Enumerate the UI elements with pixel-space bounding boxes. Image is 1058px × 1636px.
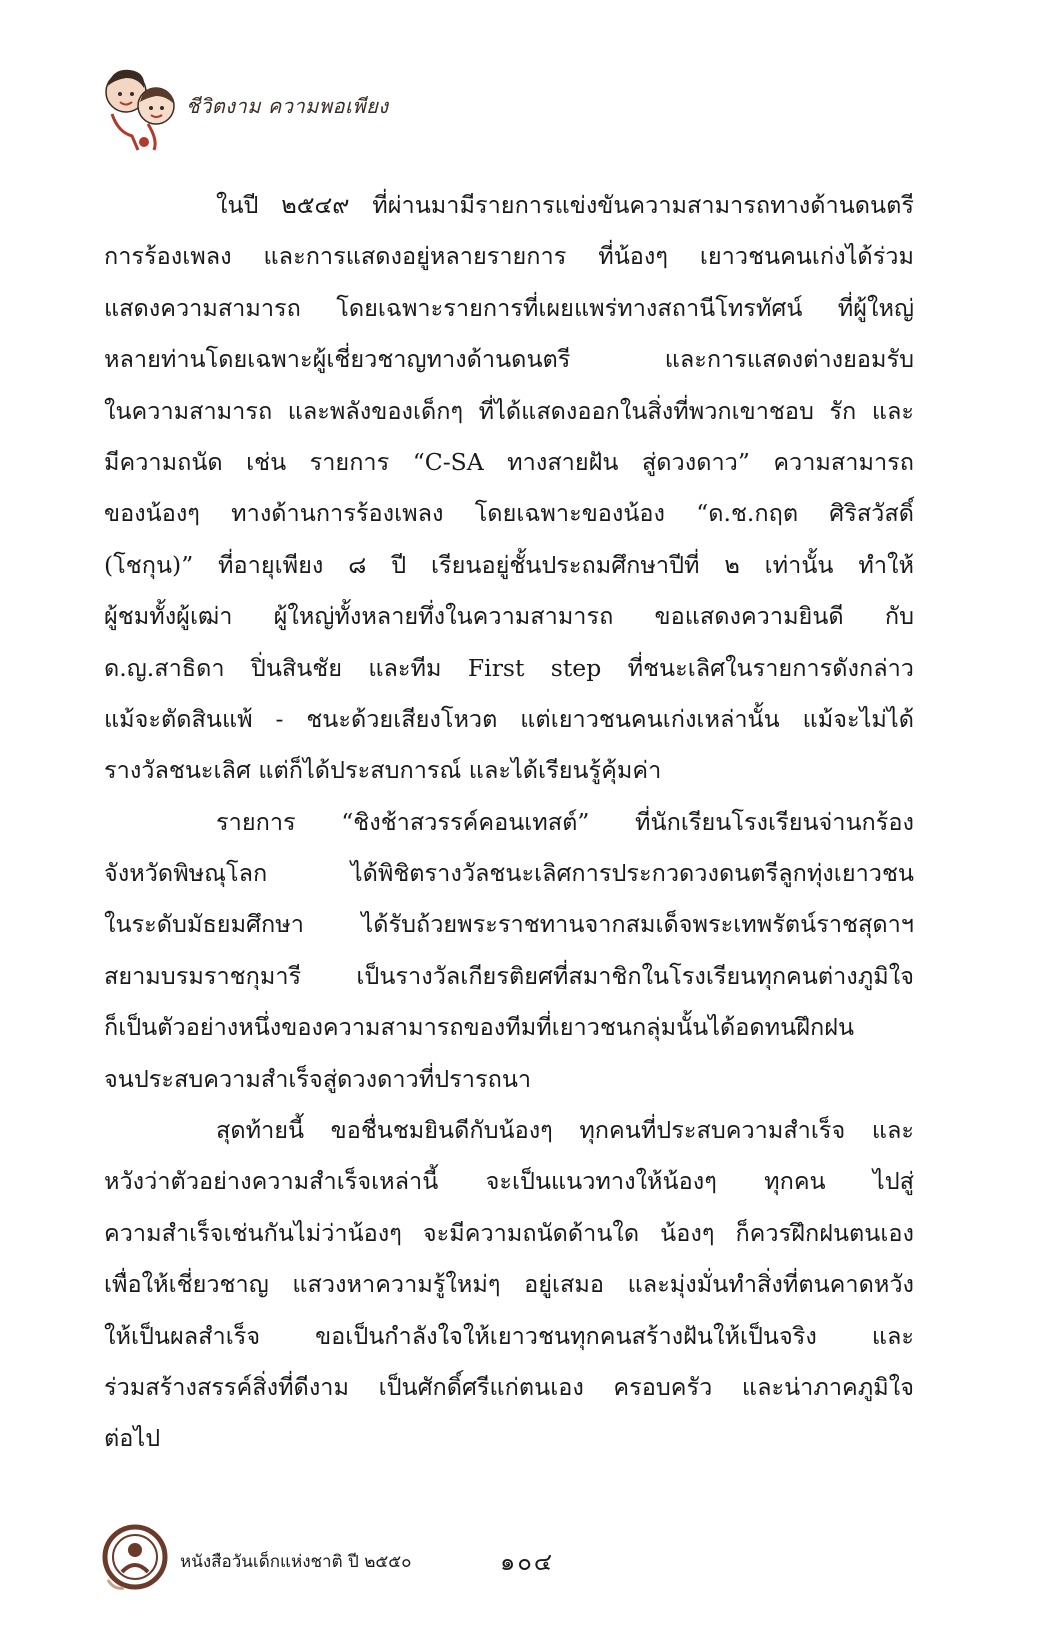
- text-line: ความสำเร็จเช่นกันไม่ว่าน้องๆ จะมีความถนัดด้านใด น้องๆ ก็ควรฝึกฝนตนเอง: [104, 1218, 914, 1247]
- text-line: ต่อไป: [104, 1424, 161, 1453]
- text-line: ของน้องๆ ทางด้านการร้องเพลง โดยเฉพาะของน้อง “ด.ช.กฤต ศิริสวัสดิ์: [104, 499, 914, 528]
- page-number: ๑๐๔: [500, 1548, 555, 1576]
- text-line: รายการ “ชิงช้าสวรรค์คอนเทสต์” ที่นักเรียนโรงเรียนจ่านกร้อง: [216, 807, 914, 836]
- text-line: ก็เป็นตัวอย่างหนึ่งของความสามารถของทีมที่เยาวชนกลุ่มนั้นได้อดทนฝึกฝน: [104, 1013, 855, 1042]
- body-text: [104, 180, 914, 1465]
- text-line: ด.ญ.สาธิดา ปิ่นสินชัย และทีม First step ที่ชนะเลิศในรายการดังกล่าว: [104, 653, 914, 682]
- text-line: (โชกุน)” ที่อายุเพียง ๘ ปี เรียนอยู่ชั้นประถมศึกษาปีที่ ๒ เท่านั้น ทำให้: [104, 550, 914, 579]
- text-line: ในระดับมัธยมศึกษา ได้รับถ้วยพระราชทานจากสมเด็จพระเทพรัตน์ราชสุดาฯ: [104, 910, 914, 939]
- text-line: ในปี ๒๕๔๙ ที่ผ่านมามีรายการแข่งขันความสามารถทางด้านดนตรี: [216, 191, 914, 219]
- footer-book-title: หนังสือวันเด็กแห่งชาติ ปี ๒๕๕๐: [180, 1552, 412, 1572]
- paragraph-2: [104, 797, 914, 1105]
- running-header-title: ชีวิตงาม ความพอเพียง: [186, 94, 389, 118]
- text-line: รางวัลชนะเลิศ แต่ก็ได้ประสบการณ์ และได้เรียนรู้คุ้มค่า: [104, 756, 662, 785]
- running-header: [98, 62, 458, 154]
- text-line: หลายท่านโดยเฉพาะผู้เชี่ยวชาญทางด้านดนตรี และการแสดงต่างยอมรับ: [104, 345, 914, 374]
- text-line: ร่วมสร้างสรรค์สิ่งที่ดีงาม เป็นศักดิ์ศรีแก่ตนเอง ครอบครัว และน่าภาคภูมิใจ: [104, 1372, 914, 1401]
- children-illustration-icon: [98, 62, 184, 154]
- text-line: ให้เป็นผลสำเร็จ ขอเป็นกำลังใจให้เยาวชนทุกคนสร้างฝันให้เป็นจริง และ: [104, 1321, 914, 1350]
- text-line: แม้จะตัดสินแพ้ - ชนะด้วยเสียงโหวต แต่เยาวชนคนเก่งเหล่านั้น แม้จะไม่ได้: [104, 704, 914, 733]
- text-line: จนประสบความสำเร็จสู่ดวงดาวที่ปรารถนา: [104, 1064, 532, 1093]
- text-line: เพื่อให้เชี่ยวชาญ แสวงหาความรู้ใหม่ๆ อยู่เสมอ และมุ่งมั่นทำสิ่งที่ตนคาดหวัง: [104, 1270, 914, 1299]
- text-line: สุดท้ายนี้ ขอชื่นชมยินดีกับน้องๆ ทุกคนที่ประสบความสำเร็จ และ: [216, 1116, 914, 1145]
- text-line: มีความถนัด เช่น รายการ “C-SA ทางสายฝัน สู่ดวงดาว” ความสามารถ: [104, 447, 914, 476]
- text-line: แสดงความสามารถ โดยเฉพาะรายการที่เผยแพร่ทางสถานีโทรทัศน์ ที่ผู้ใหญ่: [104, 293, 914, 322]
- text-line: ในความสามารถ และพลังของเด็กๆ ที่ได้แสดงออกในสิ่งที่พวกเขาชอบ รัก และ: [104, 396, 914, 425]
- text-line: จังหวัดพิษณุโลก ได้พิชิตรางวัลชนะเลิศการประกวดวงดนตรีลูกทุ่งเยาวชน: [104, 859, 914, 888]
- text-line: สยามบรมราชกุมารี เป็นรางวัลเกียรติยศที่สมาชิกในโรงเรียนทุกคนต่างภูมิใจ: [104, 961, 914, 990]
- paragraph-3: [104, 1105, 914, 1465]
- text-line: ผู้ชมทั้งผู้เฒ่า ผู้ใหญ่ทั้งหลายทึ่งในความสามารถ ขอแสดงความยินดี กับ: [104, 602, 914, 631]
- text-line: การร้องเพลง และการแสดงอยู่หลายรายการ ที่น้องๆ เยาวชนคนเก่งได้ร่วม: [104, 242, 914, 271]
- paragraph-1: [104, 180, 914, 797]
- national-childrens-day-logo-icon: [100, 1520, 170, 1594]
- text-line: หวังว่าตัวอย่างความสำเร็จเหล่านี้ จะเป็นแนวทางให้น้องๆ ทุกคน ไปสู่: [104, 1167, 914, 1196]
- page-footer: [100, 1520, 800, 1600]
